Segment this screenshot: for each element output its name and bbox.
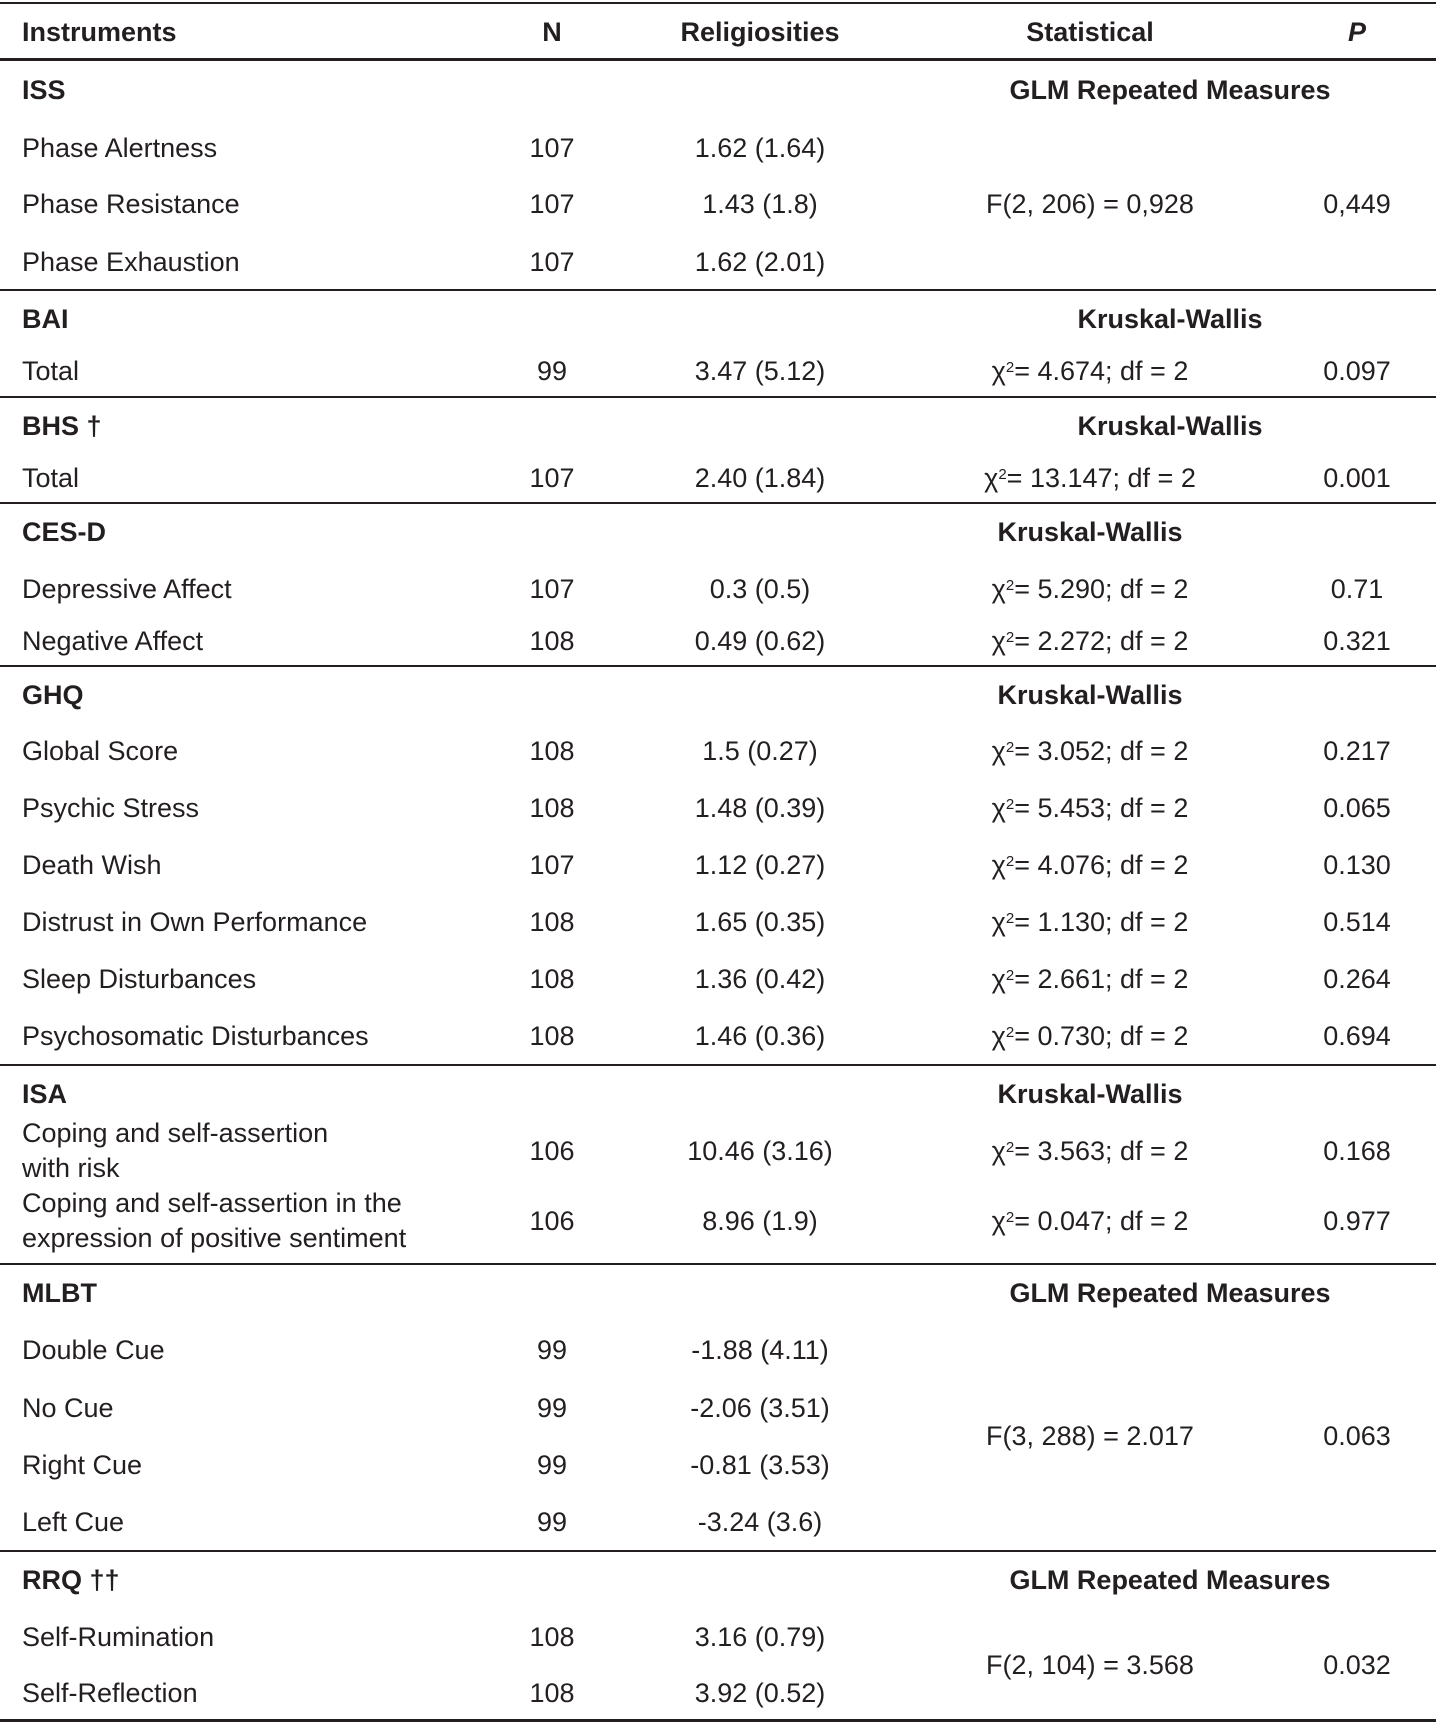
section-test: GLM Repeated Measures: [1009, 74, 1331, 105]
row-n: 108: [529, 625, 575, 656]
section-title: BHS †: [22, 410, 102, 441]
chi-symbol: χ: [991, 573, 1006, 604]
row-value: 0.49 (0.62): [694, 625, 826, 656]
section-title: MLBT: [22, 1277, 97, 1308]
row-n: 106: [529, 1135, 575, 1166]
row-n: 108: [529, 1020, 575, 1051]
row-label: Depressive Affect: [22, 573, 232, 604]
header-religiosities: Religiosities: [680, 16, 840, 47]
row-p: 0.130: [1323, 849, 1391, 880]
section-rrq-header: [0, 1560, 1436, 1600]
row-stat: [940, 1186, 1240, 1256]
row-p: 0.694: [1323, 1020, 1391, 1051]
row-n: 99: [536, 1334, 568, 1365]
section-title: RRQ ††: [22, 1564, 120, 1595]
row-stat: [940, 621, 1240, 661]
header-instruments: Instruments: [22, 16, 177, 47]
row-stat: [940, 1116, 1240, 1186]
table-bottom-rule: [0, 1719, 1436, 1722]
row-n: 107: [529, 132, 575, 163]
row-n: 99: [536, 355, 568, 386]
chi-exponent: 2: [1005, 966, 1015, 984]
stat-text: = 5.290; df = 2: [1014, 573, 1189, 604]
row-value: 1.62 (2.01): [694, 246, 826, 277]
row-stat: F(2, 206) = 0,928: [986, 188, 1194, 219]
row-stat: [940, 1016, 1240, 1056]
row-stat: F(2, 104) = 3.568: [986, 1649, 1194, 1680]
section-title: ISA: [22, 1078, 68, 1109]
row-value: 1.43 (1.8): [702, 188, 818, 219]
table-row: [0, 458, 1436, 498]
row-value: 0.3 (0.5): [709, 573, 811, 604]
table-row: [0, 351, 1436, 391]
row-n: 99: [536, 1449, 568, 1480]
chi-symbol: χ: [991, 849, 1006, 880]
chi-exponent: 2: [1005, 1138, 1015, 1156]
header-n: N: [542, 16, 562, 47]
chi-exponent: 2: [1005, 909, 1015, 927]
row-label-line1: Coping and self-assertion: [22, 1118, 329, 1148]
row-p: 0.71: [1330, 573, 1384, 604]
row-label: [22, 1186, 406, 1256]
row-p: 0.977: [1323, 1205, 1391, 1236]
row-stat: F(3, 288) = 2.017: [986, 1420, 1194, 1451]
row-n: 108: [529, 792, 575, 823]
section-rule: [0, 1263, 1436, 1265]
stat-text: = 3.052; df = 2: [1014, 735, 1189, 766]
chi-symbol: χ: [991, 735, 1006, 766]
row-n: 107: [529, 246, 575, 277]
stat-text: = 1.130; df = 2: [1014, 906, 1189, 937]
row-value: 1.5 (0.27): [702, 735, 818, 766]
table-row: [0, 1673, 1436, 1713]
section-title: BAI: [22, 303, 69, 334]
stat-text: = 0.730; df = 2: [1014, 1020, 1189, 1051]
row-n: 108: [529, 1677, 575, 1708]
row-n: 108: [529, 1621, 575, 1652]
row-value: -0.81 (3.53): [690, 1449, 830, 1480]
row-value: 1.12 (0.27): [694, 849, 826, 880]
section-title: GHQ: [22, 679, 84, 710]
row-label-line1: Coping and self-assertion in the: [22, 1188, 402, 1218]
table-row: [0, 1445, 1436, 1485]
section-test: GLM Repeated Measures: [1009, 1277, 1331, 1308]
section-rule: [0, 665, 1436, 667]
stat-text: = 4.076; df = 2: [1014, 849, 1189, 880]
row-n: 108: [529, 735, 575, 766]
table-row: [0, 788, 1436, 828]
section-bai-header: [0, 299, 1436, 339]
row-value: 1.48 (0.39): [694, 792, 826, 823]
row-stat: [940, 731, 1240, 771]
row-value: -2.06 (3.51): [690, 1392, 830, 1423]
table-row: [0, 569, 1436, 609]
chi-symbol: χ: [991, 792, 1006, 823]
row-n: 106: [529, 1205, 575, 1236]
row-label: Left Cue: [22, 1506, 125, 1537]
stat-text: = 3.563; df = 2: [1014, 1135, 1189, 1166]
section-iss-header: [0, 70, 1436, 110]
chi-exponent: 2: [998, 465, 1007, 483]
table-row: [0, 731, 1436, 771]
stat-text: = 5.453; df = 2: [1014, 792, 1189, 823]
row-stat: [940, 458, 1240, 498]
table-row: [0, 1330, 1436, 1370]
row-label-line2: with risk: [22, 1153, 120, 1183]
row-label: Self-Rumination: [22, 1621, 215, 1652]
row-value: -1.88 (4.11): [691, 1334, 829, 1365]
row-label: Right Cue: [22, 1449, 143, 1480]
row-stat: [940, 569, 1240, 609]
header-rule: [0, 58, 1436, 61]
chi-symbol: χ: [991, 625, 1006, 656]
row-value: 1.46 (0.36): [694, 1020, 826, 1051]
row-p: 0.264: [1323, 963, 1391, 994]
section-rule: [0, 502, 1436, 504]
stat-text: = 2.272; df = 2: [1014, 625, 1189, 656]
row-p: 0.217: [1323, 735, 1391, 766]
row-p: 0.065: [1323, 792, 1391, 823]
chi-symbol: χ: [991, 355, 1006, 386]
section-ghq-header: [0, 675, 1436, 715]
row-label: Phase Resistance: [22, 188, 240, 219]
section-test: Kruskal-Wallis: [997, 516, 1183, 547]
row-label: Death Wish: [22, 849, 162, 880]
row-value: 1.36 (0.42): [694, 963, 826, 994]
table-row: [0, 1186, 1436, 1256]
chi-symbol: χ: [991, 963, 1006, 994]
section-test: Kruskal-Wallis: [1077, 410, 1263, 441]
section-mlbt-header: [0, 1273, 1436, 1313]
table-row: [0, 902, 1436, 942]
header-statistical: Statistical: [1026, 16, 1154, 47]
chi-exponent: 2: [1005, 738, 1015, 756]
row-value: 10.46 (3.16): [687, 1135, 833, 1166]
row-label: Psychic Stress: [22, 792, 200, 823]
row-value: 8.96 (1.9): [702, 1205, 818, 1236]
table-row: [0, 845, 1436, 885]
section-bhs-header: [0, 406, 1436, 446]
row-label: [22, 1116, 328, 1186]
section-rule: [0, 396, 1436, 398]
chi-symbol: χ: [991, 906, 1006, 937]
row-n: 99: [536, 1506, 568, 1537]
stat-text: = 2.661; df = 2: [1014, 963, 1189, 994]
chi-symbol: χ: [991, 1135, 1006, 1166]
chi-exponent: 2: [1005, 358, 1015, 376]
section-rule: [0, 1064, 1436, 1066]
table-row: [0, 959, 1436, 999]
row-value: 1.62 (1.64): [694, 132, 826, 163]
row-label: Phase Alertness: [22, 132, 218, 163]
table-row: [0, 1116, 1436, 1186]
row-n: 107: [529, 188, 575, 219]
row-label: Double Cue: [22, 1334, 165, 1365]
row-stat: [940, 845, 1240, 885]
chi-symbol: χ: [991, 1020, 1006, 1051]
section-rule: [0, 1550, 1436, 1552]
section-test: Kruskal-Wallis: [1077, 303, 1263, 334]
row-value: 3.92 (0.52): [694, 1677, 826, 1708]
row-label: Total: [22, 355, 80, 386]
row-n: 107: [529, 849, 575, 880]
chi-symbol: χ: [984, 462, 999, 493]
table-row: [0, 1016, 1436, 1056]
row-stat: [940, 351, 1240, 391]
row-label: Self-Reflection: [22, 1677, 198, 1708]
row-value: 3.47 (5.12): [694, 355, 826, 386]
row-label: Distrust in Own Performance: [22, 906, 368, 937]
row-stat: [940, 788, 1240, 828]
table-header: [0, 10, 1436, 54]
row-p: 0.032: [1323, 1649, 1391, 1680]
row-p: 0.321: [1323, 625, 1391, 656]
chi-exponent: 2: [1005, 795, 1015, 813]
row-label: Total: [22, 462, 80, 493]
chi-exponent: 2: [1005, 576, 1015, 594]
row-p: 0.514: [1323, 906, 1391, 937]
row-label: Global Score: [22, 735, 179, 766]
table-row: [0, 184, 1436, 224]
section-title: ISS: [22, 74, 66, 105]
stat-text: = 4.674; df = 2: [1014, 355, 1189, 386]
row-label-line2: expression of positive sentiment: [22, 1223, 407, 1253]
table-row: [0, 1502, 1436, 1542]
row-value: -3.24 (3.6): [697, 1506, 823, 1537]
chi-exponent: 2: [1005, 852, 1015, 870]
stat-text: = 0.047; df = 2: [1014, 1205, 1189, 1236]
section-cesd-header: [0, 512, 1436, 552]
row-label: Sleep Disturbances: [22, 963, 257, 994]
row-p: 0.063: [1323, 1420, 1391, 1451]
row-n: 108: [529, 963, 575, 994]
row-p: 0,449: [1323, 188, 1391, 219]
row-n: 99: [536, 1392, 568, 1423]
stat-text: = 13.147; df = 2: [1006, 462, 1196, 493]
row-value: 3.16 (0.79): [694, 1621, 826, 1652]
row-label: Psychosomatic Disturbances: [22, 1020, 369, 1051]
row-n: 107: [529, 573, 575, 604]
row-label: No Cue: [22, 1392, 114, 1423]
row-p: 0.097: [1323, 355, 1391, 386]
row-stat: [940, 902, 1240, 942]
section-test: GLM Repeated Measures: [1009, 1564, 1331, 1595]
section-rule: [0, 289, 1436, 291]
row-value: 1.65 (0.35): [694, 906, 826, 937]
section-title: CES-D: [22, 516, 107, 547]
table-row: [0, 242, 1436, 282]
row-p: 0.168: [1323, 1135, 1391, 1166]
chi-exponent: 2: [1005, 1208, 1015, 1226]
chi-exponent: 2: [1005, 1023, 1015, 1041]
table-row: [0, 621, 1436, 661]
section-test: Kruskal-Wallis: [997, 679, 1183, 710]
chi-exponent: 2: [1005, 628, 1015, 646]
row-n: 108: [529, 906, 575, 937]
section-isa-header: [0, 1074, 1436, 1114]
section-test: Kruskal-Wallis: [997, 1078, 1183, 1109]
table-row: [0, 128, 1436, 168]
chi-symbol: χ: [991, 1205, 1006, 1236]
row-stat: [940, 959, 1240, 999]
row-value: 2.40 (1.84): [694, 462, 826, 493]
header-p: P: [1347, 16, 1366, 47]
row-n: 107: [529, 462, 575, 493]
row-label: Negative Affect: [22, 625, 204, 656]
table-top-rule: [0, 2, 1436, 4]
row-label: Phase Exhaustion: [22, 246, 240, 277]
row-p: 0.001: [1323, 462, 1391, 493]
